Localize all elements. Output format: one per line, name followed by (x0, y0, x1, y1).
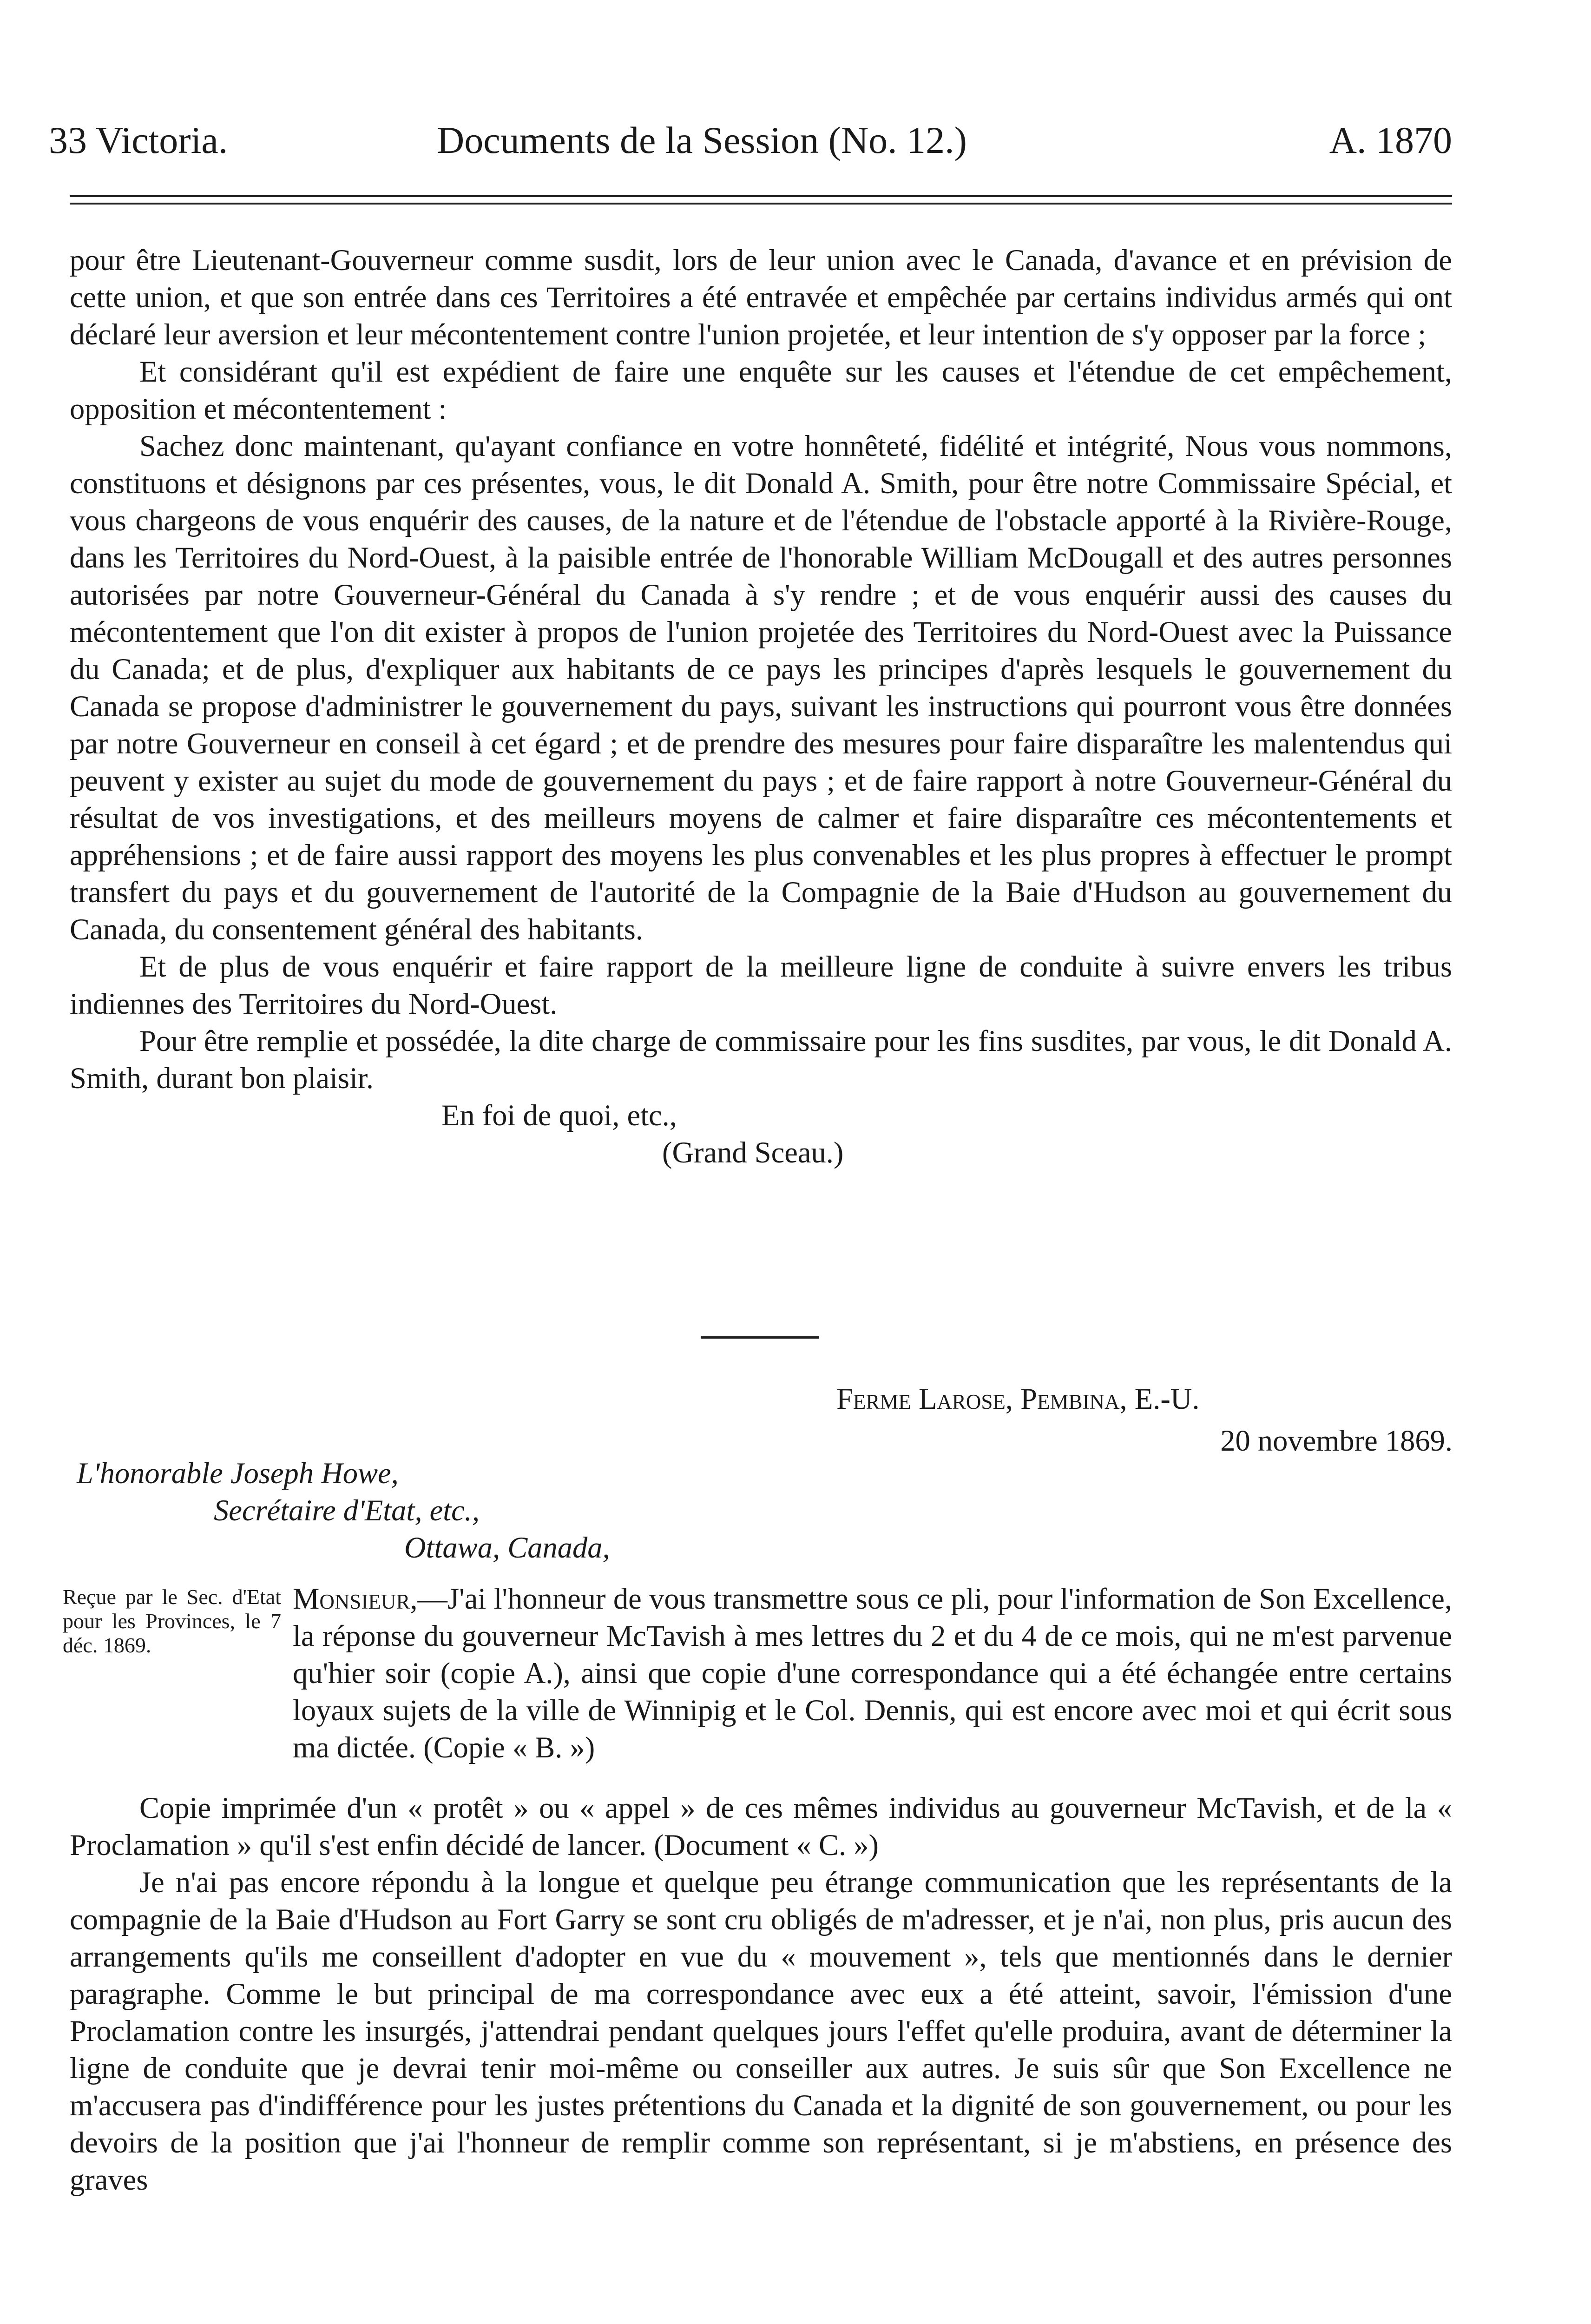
letter-date: 20 novembre 1869. (1220, 1424, 1453, 1457)
header-rule-top (70, 195, 1452, 197)
paragraph: Je n'ai pas encore répondu à la longue et quelque peu étrange communication que les représentants de la compagnie de la Baie d'Hudson au Fort Garry se sont cru obligés de m'adresser, et je n'ai, non plus, pris aucun des arrangements qu'ils me conseillent d'adopter en vue du « mouvement », tels que mentionnés dans le dernier paragraphe. Comme le but principal de ma correspondance avec eux a été atteint, savoir, l'émission d'une Proclamation contre les insurgés, j'attendrai pendant quelques jours l'effet qu'elle produira, avant de déterminer la ligne de conduite que je devrai tenir moi-même ou conseiller aux autres. Je suis sûr que Son Excellence ne m'accusera pas d'indifférence pour les justes prétentions du Canada et la dignité de son gouvernement, ou pour les devoirs de la position que j'ai l'honneur de remplir comme son représentant, si je m'abstiens, en présence des graves (70, 1866, 1452, 2196)
header-volume: 33 Victoria. (49, 119, 228, 161)
addressee-place: Ottawa, Canada, (404, 1531, 610, 1564)
salutation: Monsieur, (293, 1582, 418, 1615)
paragraph: pour être Lieutenant-Gouverneur comme susdit, lors de leur union avec le Canada, d'avance et en prévision de cette union, et que son entrée dans ces Territoires a été entravée et empêchée par certains individus armés qui ont déclaré leur aversion et leur mécontentement contre l'union projetée, et leur intention de s'y opposer par la force ; (70, 244, 1452, 351)
header-rule-bottom (70, 203, 1452, 205)
seal-note: (Grand Sceau.) (662, 1136, 844, 1169)
closing-formula: En foi de quoi, etc., (441, 1099, 677, 1132)
header-year: A. 1870 (1329, 119, 1452, 161)
paragraph: Sachez donc maintenant, qu'ayant confiance en votre honnêteté, fidélité et intégrité, Nous vous nommons, constituons et désignons par ces présentes, vous, le dit Donald A. Smith, pour être notre Commissaire Spécial, et vous chargeons de vous enquérir des causes, de la nature et de l'étendue de l'obstacle apporté à la Rivière-Rouge, dans les Territoires du Nord-Ouest, à la paisible entrée de l'honorable William McDougall et des autres personnes autorisées par notre Gouverneur-Général du Canada à s'y rendre ; et de vous enquérir aussi des causes du mécontentement que l'on dit exister à propos de l'union projetée des Territoires du Nord-Ouest avec la Puissance du Canada; et de plus, d'expliquer aux habitants de ce pays les principes d'après lesquels le gouvernement du Canada se propose d'administrer le gouvernement du pays, suivant les instructions qui pourront vous être données par notre Gouverneur en conseil à cet égard ; et de prendre des mesures pour faire disparaître les malentendus qui peuvent y exister au sujet du mode de gouvernement du pays ; et de faire rapport à notre Gouverneur-Général du résultat de vos investigations, et des meilleurs moyens de calmer et faire disparaître ces mécontentements et appréhensions ; et de faire aussi rapport des moyens les plus convenables et les plus propres à effectuer le prompt transfert du pays et du gouvernement de l'autorité de la Compagnie de la Baie d'Hudson au gouvernement du Canada, du consentement général des habitants. (70, 429, 1452, 946)
paragraph: Copie imprimée d'un « protêt » ou « appel » de ces mêmes individus au gouverneur McTavish, et de la « Proclamation » qu'il s'est enfin décidé de lancer. (Document « C. ») (70, 1791, 1452, 1862)
letter-sender: Ferme Larose, Pembina, E.-U. (836, 1382, 1200, 1415)
addressee-title: Secrétaire d'Etat, etc., (214, 1494, 480, 1527)
header-title: Documents de la Session (No. 12.) (437, 119, 967, 161)
margin-note: Reçue par le Sec. d'Etat pour les Provinces, le 7 déc. 1869. (63, 1585, 281, 1657)
addressee-name: L'honorable Joseph Howe, (77, 1457, 399, 1490)
paragraph: J'ai l'honneur de vous transmettre sous ce pli, pour l'information de Son Excellence, la réponse du gouverneur McTavish à mes lettres du 2 et du 4 de ce mois, qui ne m'est parvenue qu'hier soir (copie A.), ainsi que copie d'une correspondance qui a été échangée entre certains loyaux sujets de la ville de Winnipig et le Col. Dennis, qui est encore avec moi et qui écrit sous ma dictée. (Copie « B. ») (293, 1582, 1452, 1764)
letter-addressee (77, 1455, 727, 1566)
section-separator (701, 1336, 819, 1339)
paragraph: Pour être remplie et possédée, la dite charge de commissaire pour les fins susdites, par vous, le dit Donald A. Smith, durant bon plaisir. (70, 1024, 1452, 1095)
letter-opening: Monsieur,—J'ai l'honneur de vous transmettre sous ce pli, pour l'information de Son Excellence, la réponse du gouverneur McTavish à mes lettres du 2 et du 4 de ce mois, qui ne m'est parvenue qu'hier soir (copie A.), ainsi que copie d'une correspondance qui a été échangée entre certains loyaux sujets de la ville de Winnipig et le Col. Dennis, qui est encore avec moi et qui écrit sous ma dictée. (Copie « B. ») (293, 1582, 1452, 1764)
paragraph: Et de plus de vous enquérir et faire rapport de la meilleure ligne de conduite à suivre envers les tribus indiennes des Territoires du Nord-Ouest. (70, 950, 1452, 1020)
letter-body (70, 1789, 1452, 2199)
commission-text (70, 242, 1452, 1171)
paragraph: Et considérant qu'il est expédient de faire une enquête sur les causes et l'étendue de cet empêchement, opposition et mécontentement : (70, 355, 1452, 425)
